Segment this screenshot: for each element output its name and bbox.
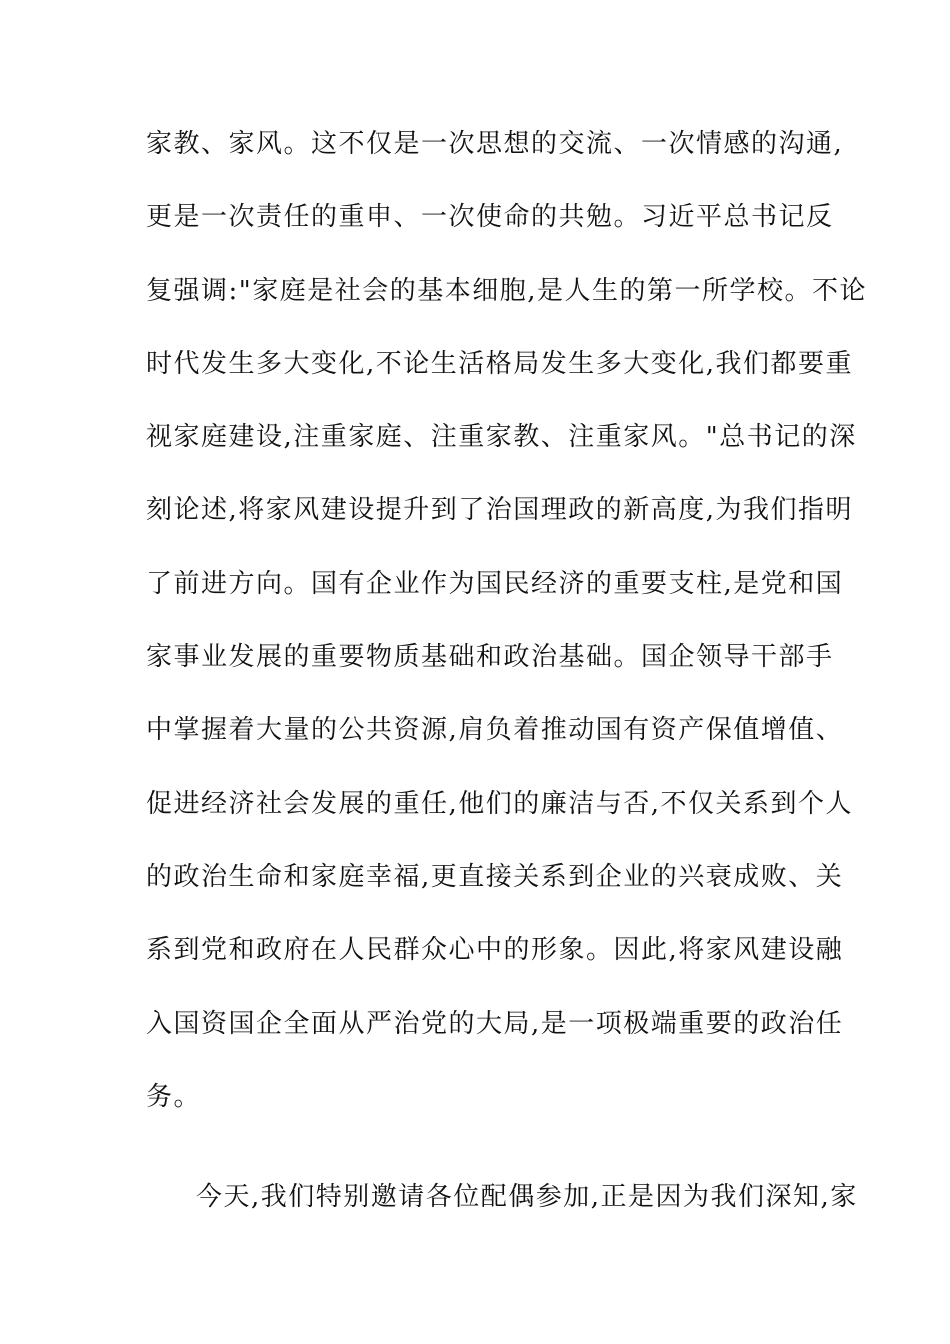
text-line: 系到党和政府在人民群众心中的形象。因此,将家风建设融 [146, 935, 844, 966]
text-line: 促进经济社会发展的重任,他们的廉洁与否,不仅关系到个人 [146, 788, 854, 819]
text-line: 复强调:"家庭是社会的基本细胞,是人生的第一所学校。不论 [146, 275, 867, 306]
text-line: 更是一次责任的重申、一次使命的共勉。习近平总书记反 [146, 202, 834, 233]
text-line: 了前进方向。国有企业作为国民经济的重要支柱,是党和国 [146, 568, 844, 599]
text-line: 视家庭建设,注重家庭、注重家教、注重家风。"总书记的深 [146, 422, 857, 453]
text-line: 今天,我们特别邀请各位配偶参加,正是因为我们深知,家 [196, 1182, 858, 1212]
text-line: 务。 [146, 1081, 202, 1112]
text-line: 中掌握着大量的公共资源,肩负着推动国有资产保值增值、 [146, 715, 844, 746]
text-line: 时代发生多大变化,不论生活格局发生多大变化,我们都要重 [146, 348, 854, 379]
text-line: 刻论述,将家风建设提升到了治国理政的新高度,为我们指明 [146, 495, 854, 526]
text-line: 家教、家风。这不仅是一次思想的交流、一次情感的沟通, [146, 129, 844, 159]
text-line: 入国资国企全面从严治党的大局,是一项极端重要的政治任 [146, 1008, 844, 1039]
text-line: 的政治生命和家庭幸福,更直接关系到企业的兴衰成败、关 [146, 861, 844, 892]
text-line: 家事业发展的重要物质基础和政治基础。国企领导干部手 [146, 642, 834, 673]
paragraph-1 [146, 117, 867, 1143]
paragraph-2 [146, 1170, 858, 1243]
